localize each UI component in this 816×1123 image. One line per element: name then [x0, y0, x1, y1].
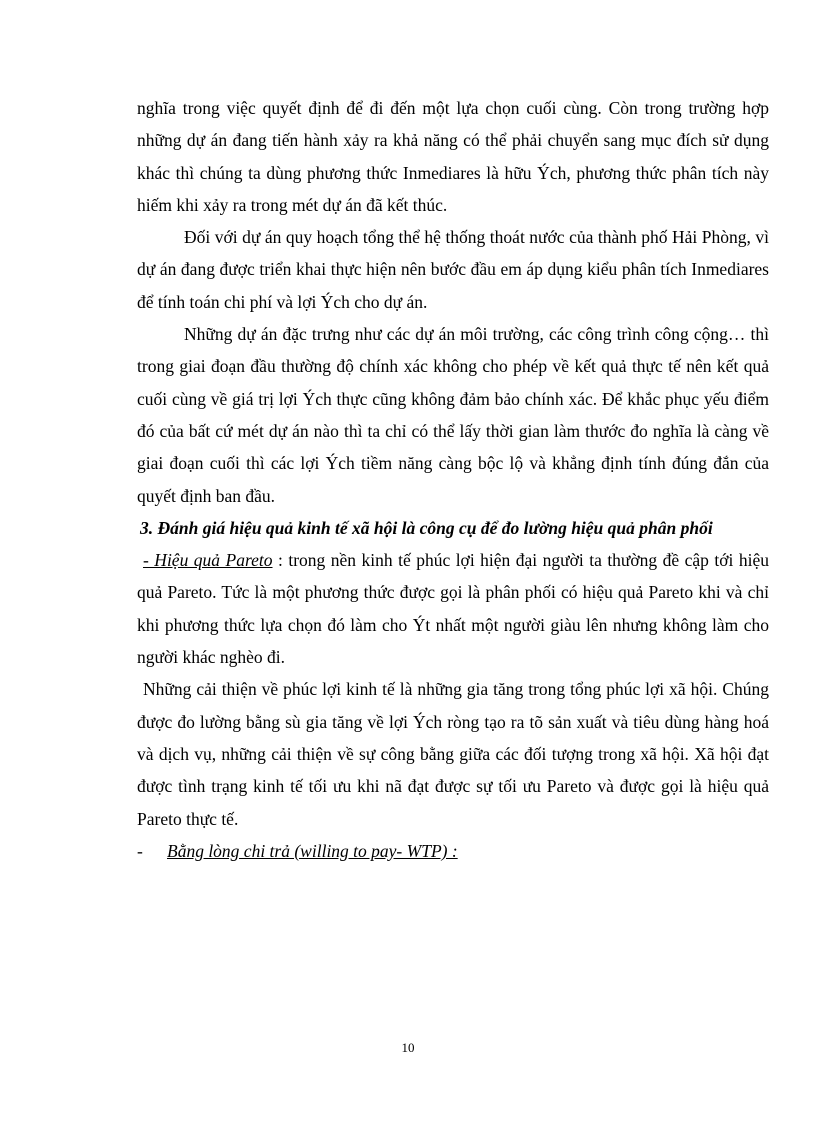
pareto-paragraph	[137, 544, 769, 673]
pareto-text: : trong nền kinh tế phúc lợi hiện đại người ta thường đề cập tới hiệu quả Pareto. Tức là một phương thức được gọi là phân phối có hiệu quả Pareto khi và chỉ khi phương thức lựa chọn đó làm cho Ýt nhất một người giàu lên nhưng không làm cho người khác nghèo đi.	[137, 550, 769, 668]
paragraph-3: Những dự án đặc trưng như các dự án môi trường, các công trình công cộng… thì trong giai đoạn đầu thường độ chính xác không cho phép về kết quả thực tế nên kết quả cuối cùng về giá trị lợi Ých thực cũng không đảm bảo chính xác. Để khắc phục yếu điểm đó của bất cứ mét dự án nào thì ta chỉ có thể lấy thời gian làm thước đo nghĩa là càng về giai đoạn cuối thì các lợi Ých tiềm năng càng bộc lộ và khẳng định tính đúng đắn của quyết định ban đầu.	[137, 324, 769, 506]
bullet-text: Bằng lòng chi trả (willing to pay- WTP) :	[167, 840, 458, 861]
page-number: 10	[401, 1040, 415, 1055]
paragraph-1: nghĩa trong việc quyết định để đi đến một lựa chọn cuối cùng. Còn trong trường hợp những dự án đang tiến hành xảy ra khả năng có thể phải chuyển sang mục đích sử dụng khác thì chúng ta dùng phương thức Inmediares là hữu Ých, phương thức phân tích này hiếm khi xảy ra trong mét dự án đã kết thúc.	[137, 98, 769, 215]
page-body	[137, 92, 769, 867]
bullet-item	[137, 835, 769, 867]
section-heading: 3. Đánh giá hiệu quả kinh tế xã hội là công cụ để đo lường hiệu quả phân phối	[140, 517, 713, 538]
paragraph-4: Những cải thiện về phúc lợi kinh tế là những gia tăng trong tổng phúc lợi xã hội. Chúng được đo lường bằng sù gia tăng về lợi Ých ròng tạo ra tõ sản xuất và tiêu dùng hàng hoá và dịch vụ, những cải thiện về sự công bằng giữa các đối tượng trong xã hội. Xã hội đạt được tình trạng kinh tế tối ưu khi nã đạt được sự tối ưu Pareto và được gọi là hiệu quả Pareto thực tế.	[137, 679, 769, 829]
paragraph-2: Đối với dự án quy hoạch tổng thể hệ thống thoát nước của thành phố Hải Phòng, vì dự án đang được triển khai thực hiện nên bước đầu em áp dụng kiểu phân tích Inmediares để tính toán chi phí và lợi Ých cho dự án.	[137, 227, 769, 312]
pareto-term: - Hiệu quả Pareto	[143, 550, 273, 571]
bullet-dash: -	[137, 840, 143, 861]
